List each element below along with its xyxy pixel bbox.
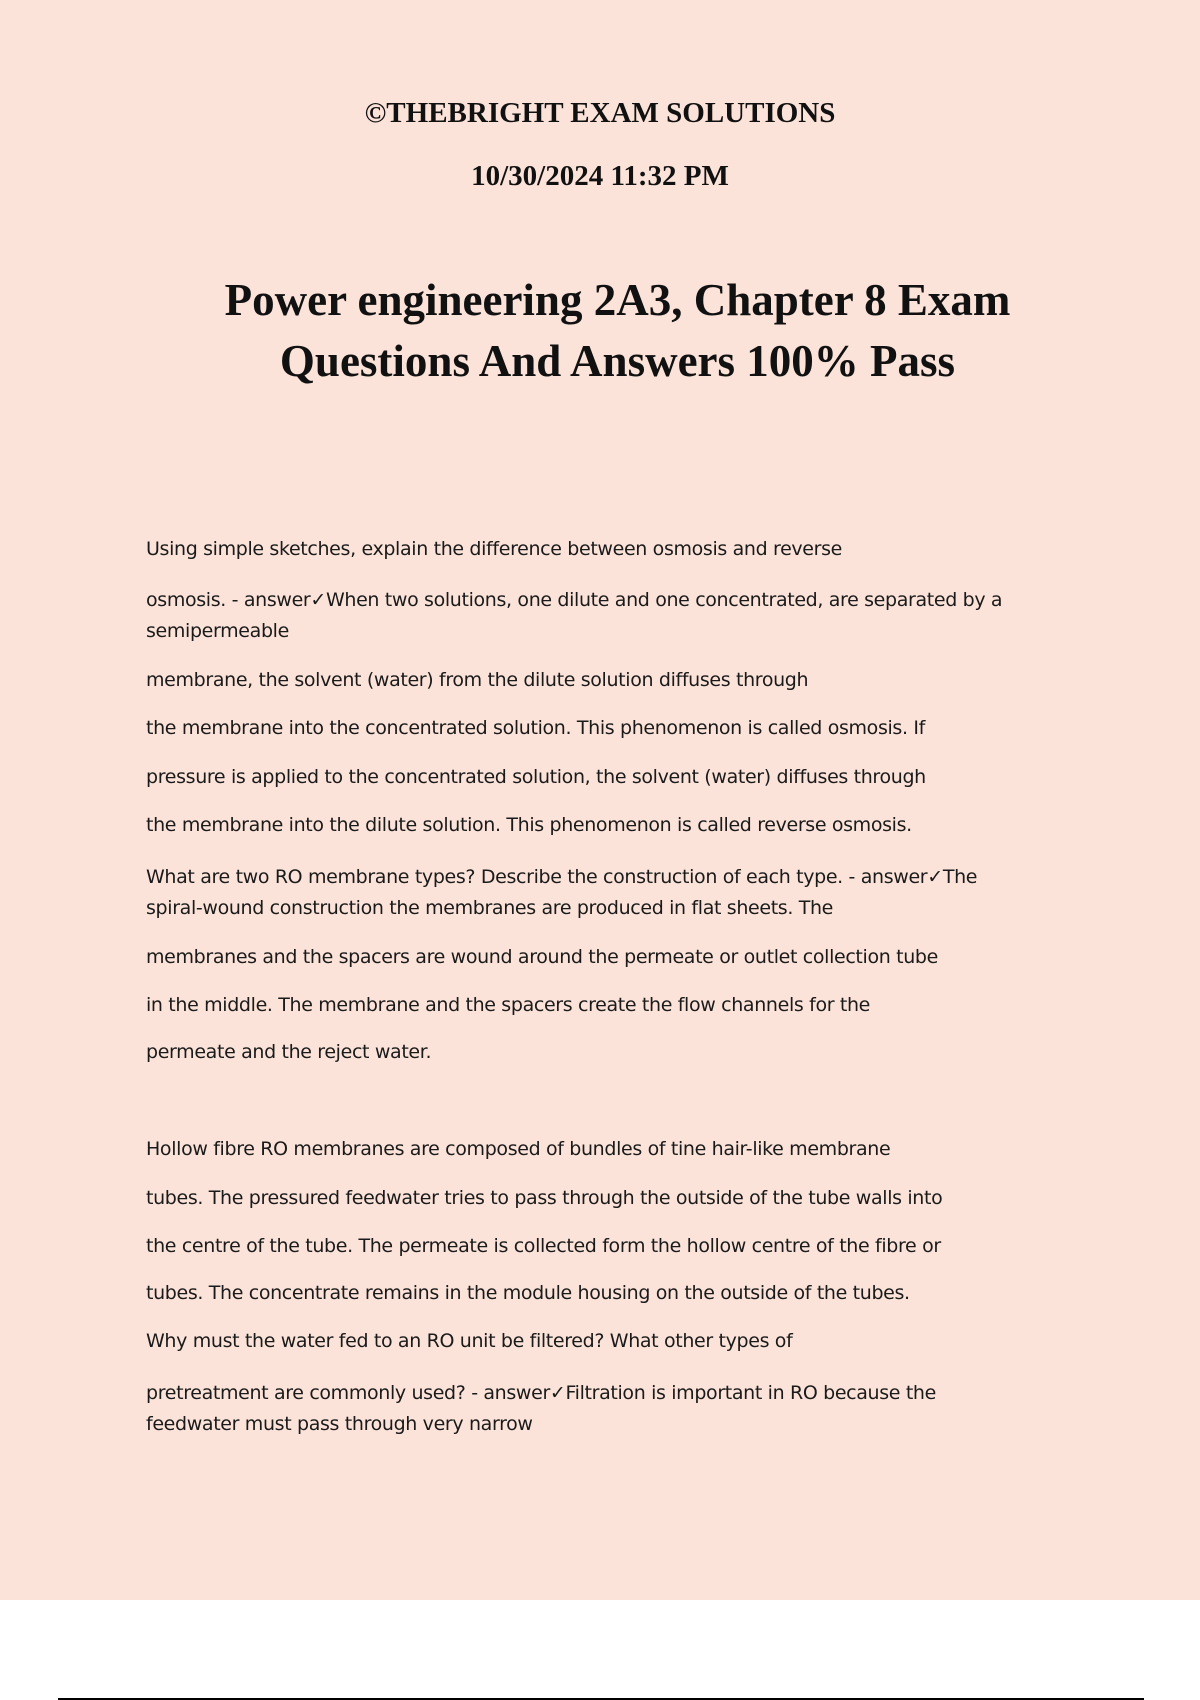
text-line: the membrane into the concentrated solution. This phenomenon is called osmosis. If bbox=[146, 717, 925, 739]
brand-header: ©THEBRIGHT EXAM SOLUTIONS bbox=[364, 97, 836, 129]
text-line: membrane, the solvent (water) from the dilute solution diffuses through bbox=[146, 669, 809, 691]
title-line: Questions And Answers 100% Pass bbox=[279, 336, 956, 386]
document-title bbox=[0, 270, 1200, 392]
text-line: the membrane into the dilute solution. This phenomenon is called reverse osmosis. bbox=[146, 814, 912, 836]
date-header: 10/30/2024 11:32 PM bbox=[471, 160, 729, 192]
text-line: permeate and the reject water. bbox=[146, 1041, 432, 1063]
text-line: osmosis. - answer✓When two solutions, one dilute and one concentrated, are separated by a bbox=[146, 589, 1003, 611]
text-line: the centre of the tube. The permeate is collected form the hollow centre of the fibre or bbox=[146, 1235, 941, 1257]
text-line: membranes and the spacers are wound around the permeate or outlet collection tube bbox=[146, 946, 938, 968]
text-line: in the middle. The membrane and the spacers create the flow channels for the bbox=[146, 994, 871, 1016]
title-line: Power engineering 2A3, Chapter 8 Exam bbox=[224, 275, 1011, 325]
text-line: Using simple sketches, explain the difference between osmosis and reverse bbox=[146, 538, 842, 560]
text-line: semipermeable bbox=[146, 620, 289, 642]
text-line: What are two RO membrane types? Describe the construction of each type. - answer✓The bbox=[146, 866, 978, 888]
text-line: feedwater must pass through very narrow bbox=[146, 1413, 533, 1435]
text-line: spiral-wound construction the membranes are produced in flat sheets. The bbox=[146, 897, 834, 919]
text-line: pretreatment are commonly used? - answer✓Filtration is important in RO because the bbox=[146, 1382, 936, 1404]
text-line: tubes. The concentrate remains in the module housing on the outside of the tubes. bbox=[146, 1282, 910, 1304]
text-line: tubes. The pressured feedwater tries to pass through the outside of the tube walls into bbox=[146, 1187, 943, 1209]
text-line: Why must the water fed to an RO unit be filtered? What other types of bbox=[146, 1330, 793, 1352]
text-line: Hollow fibre RO membranes are composed of bundles of tine hair-like membrane bbox=[146, 1138, 891, 1160]
text-line: pressure is applied to the concentrated solution, the solvent (water) diffuses through bbox=[146, 766, 926, 788]
